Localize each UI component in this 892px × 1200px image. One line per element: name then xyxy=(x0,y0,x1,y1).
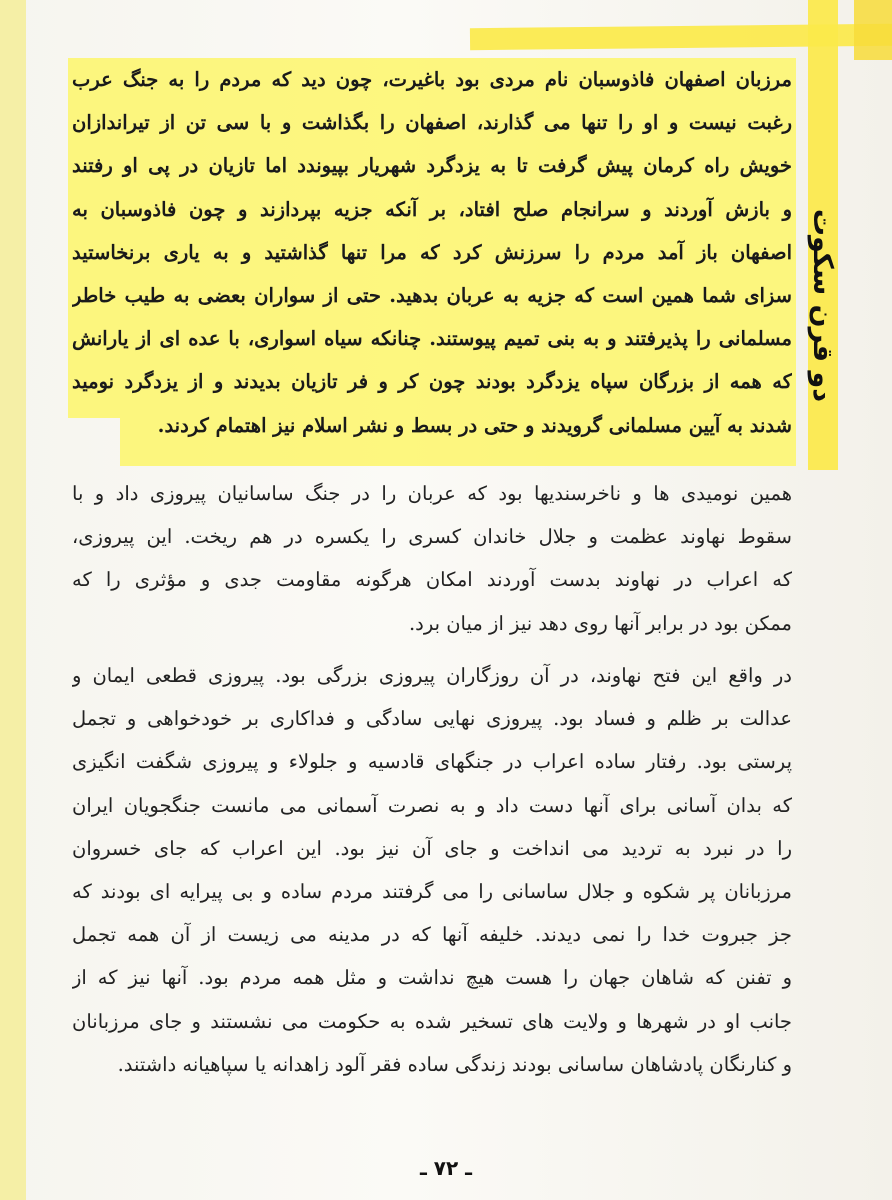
text-line: مسلمانی را پذیرفتند و به بنی تمیم پیوستند. چنانکه سیاه اسواری، با عده ای از یارانش xyxy=(72,327,792,351)
corner-highlight xyxy=(854,0,892,60)
text-line: عدالت بر ظلم و فساد بود. پیروزی نهایی سادگی و فداکاری بر خودخواهی و تجمل xyxy=(72,707,792,731)
paragraph-nahavand-defeat xyxy=(72,472,792,645)
text-line: که اعراب در نهاوند بدست آوردند امکان هرگونه مقاومت جدی و مؤثری را که xyxy=(72,568,792,592)
text-line: در واقع این فتح نهاوند، در آن روزگاران پیروزی بزرگی بود. پیروزی قطعی ایمان و xyxy=(72,664,792,687)
text-line: جز جبروت خدا را نمی دیدند. خلیفه آنها که در مدینه می زیست از آن همه تجمل xyxy=(72,923,792,947)
left-edge-highlight xyxy=(0,0,26,1200)
text-line: که بدان آسانی برای آنها دست داد و به نصرت آسمانی می مانست جنگجویان ایران xyxy=(72,793,792,817)
text-line: شدند به آیین مسلمانی گرویدند و حتی در بسط و نشر اسلام نیز اهتمام کردند. xyxy=(157,413,792,437)
text-line: سقوط نهاوند عظمت و جلال خاندان کسری را یکسره در هم ریخت. این پیروزی، xyxy=(72,525,792,549)
side-title-text: دو قرن سکوت xyxy=(807,208,839,402)
text-line: خویش راه کرمان پیش گرفت تا به یزدگرد شهریار بپیوندد اما تازیان در پی او رفتند xyxy=(72,154,792,178)
text-line: پرستی بود. رفتار ساده اعراب در جنگهای قادسیه و جلولاء و پیروزی شگفت انگیزی xyxy=(72,750,792,774)
text-line: جانب او در شهرها و ولایت های تسخیر شده به حکومت می نشستند و جای مرزبانان xyxy=(72,1009,792,1033)
text-line: اصفهان باز آمد مردم را سرزنش کرد که مرا تنها گذاشتید و به یاری برنخاستید xyxy=(72,240,792,264)
text-line: مرزبان اصفهان فاذوسبان نام مردی بود باغیرت، چون دید که مردم را به جنگ عرب xyxy=(72,68,792,91)
text-line: همین نومیدی ها و ناخرسندیها بود که عربان را در جنگ ساسانیان پیروزی داد و با xyxy=(72,482,792,505)
side-running-title xyxy=(798,210,848,400)
text-line: ممکن بود در برابر آنها روی دهد نیز از میان برد. xyxy=(408,611,792,635)
page-number: ـ ۷۲ ـ xyxy=(419,1156,473,1180)
text-line: و تفنن که شاهان جهان را هست هیچ نداشت و مثل همه مردم بود. آنها نیز که از xyxy=(72,966,792,990)
text-line: و بازش آوردند و سرانجام صلح افتاد، بر آنکه جزیه بپردازند و چون فاذوسبان به xyxy=(72,197,792,221)
text-line: که همه از بزرگان سپاه یزدگرد بودند چون کر و فر تازیان بدیدند و از یزدگرد نومید xyxy=(72,370,792,394)
text-line: مرزبانان پر شکوه و جلال ساسانی را می گرفتند مردم ساده و بی پیرایه ای بودند که xyxy=(72,879,792,903)
paragraph-victory xyxy=(72,654,792,1086)
highlighted-paragraph xyxy=(72,58,792,447)
text-line: و کنارنگان پادشاهان ساسانی بودند زندگی ساده فقر آلود زاهدانه یا سپاهیانه داشتند. xyxy=(117,1052,792,1076)
text-line: سزای شما همین است که جزیه به عربان بدهید. حتی از سواران بعضی به طیب خاطر xyxy=(72,283,792,307)
text-line: را در نبرد به تردید می انداخت و جای آن نیز بود. این اعراب که جای خسروان xyxy=(72,836,792,860)
text-line: رغبت نیست و او را تنها می گذارند، اصفهان را بگذاشت و با سی تن از تیراندازان xyxy=(72,111,792,135)
